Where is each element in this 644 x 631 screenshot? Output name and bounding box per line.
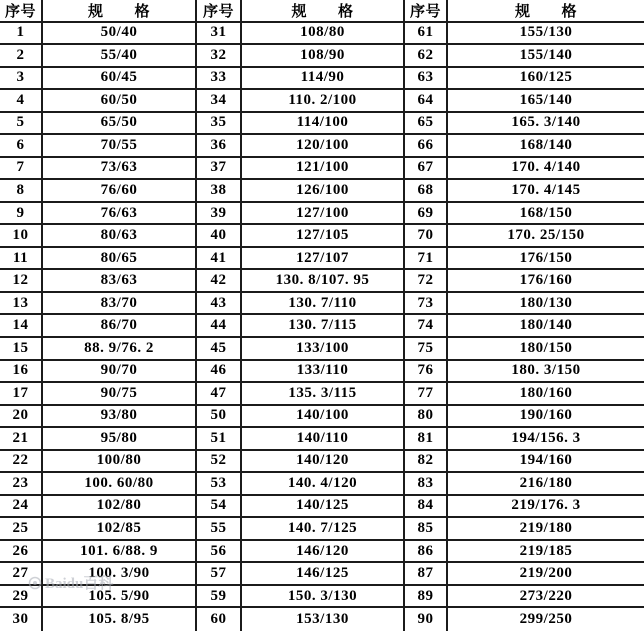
spec-cell: 194/156. 3 [448, 428, 644, 451]
serial-cell: 39 [197, 203, 242, 226]
serial-cell: 44 [197, 315, 242, 338]
spec-cell: 170. 25/150 [448, 225, 644, 248]
serial-cell: 2 [0, 45, 43, 68]
serial-cell: 21 [0, 428, 43, 451]
serial-cell: 60 [197, 608, 242, 631]
spec-cell: 76/60 [43, 180, 197, 203]
spec-cell: 60/50 [43, 90, 197, 113]
spec-cell: 140/100 [242, 406, 405, 429]
spec-cell: 130. 7/115 [242, 315, 405, 338]
serial-cell: 52 [197, 451, 242, 474]
spec-cell: 299/250 [519, 611, 573, 628]
spec-cell: 114/90 [242, 68, 405, 91]
serial-cell: 42 [197, 270, 242, 293]
spec-cell: 90/75 [43, 383, 197, 406]
spec-cell: 135. 3/115 [242, 383, 405, 406]
spec-cell: 219/200 [448, 563, 644, 586]
spec-cell: 180/130 [448, 293, 644, 316]
header-cell-serial-2: 序号 [197, 0, 242, 23]
spec-cell: 100/80 [43, 451, 197, 474]
serial-cell: 73 [405, 293, 448, 316]
serial-cell: 47 [197, 383, 242, 406]
serial-cell: 67 [405, 158, 448, 181]
spec-cell: 55/40 [43, 45, 197, 68]
serial-cell: 25 [0, 518, 43, 541]
serial-cell: 1 [0, 23, 43, 46]
serial-cell: 72 [405, 270, 448, 293]
spec-cell: 146/120 [242, 541, 405, 564]
spec-cell: 83/70 [43, 293, 197, 316]
spec-cell: 180. 3/150 [448, 361, 644, 384]
spec-cell: 133/100 [242, 338, 405, 361]
spec-cell: 150. 3/130 [242, 586, 405, 609]
spec-cell: 180/150 [448, 338, 644, 361]
spec-cell: 176/150 [448, 248, 644, 271]
spec-cell: 160/125 [448, 68, 644, 91]
serial-cell: 34 [197, 90, 242, 113]
serial-cell: 14 [0, 315, 43, 338]
serial-cell: 29 [0, 586, 43, 609]
spec-cell: 120/100 [242, 135, 405, 158]
spec-cell: 180/160 [448, 383, 644, 406]
serial-cell: 17 [0, 383, 43, 406]
serial-cell: 8 [0, 180, 43, 203]
baidu-watermark-label: Baidu百科 [45, 576, 114, 592]
serial-cell: 45 [197, 338, 242, 361]
spec-cell: 165. 3/140 [448, 113, 644, 136]
serial-cell: 26 [0, 541, 43, 564]
serial-cell: 62 [405, 45, 448, 68]
spec-cell: 65/50 [43, 113, 197, 136]
spec-cell: 102/80 [43, 496, 197, 519]
serial-cell: 64 [405, 90, 448, 113]
spec-cell: 108/80 [242, 23, 405, 46]
spec-cell: 126/100 [242, 180, 405, 203]
serial-cell: 89 [405, 586, 448, 609]
serial-cell: 85 [405, 518, 448, 541]
serial-cell: 22 [0, 451, 43, 474]
spec-cell: 153/130 [242, 608, 405, 631]
spec-cell: 170. 4/145 [448, 180, 644, 203]
serial-cell: 87 [405, 563, 448, 586]
serial-cell: 51 [197, 428, 242, 451]
spec-cell: 102/85 [43, 518, 197, 541]
serial-cell: 20 [0, 406, 43, 429]
spec-cell: 60/45 [43, 68, 197, 91]
spec-cell: 219/180 [448, 518, 644, 541]
serial-cell: 38 [197, 180, 242, 203]
spec-cell: 140/125 [242, 496, 405, 519]
serial-cell: 81 [405, 428, 448, 451]
serial-cell: 12 [0, 270, 43, 293]
spec-cell: 101. 6/88. 9 [43, 541, 197, 564]
serial-cell: 10 [0, 225, 43, 248]
spec-cell: 146/125 [242, 563, 405, 586]
serial-cell: 27 [0, 563, 43, 586]
spec-cell: 176/160 [448, 270, 644, 293]
serial-cell: 7 [0, 158, 43, 181]
spec-cell: 180/140 [448, 315, 644, 338]
spec-cell: 80/65 [43, 248, 197, 271]
spec-cell: 219/185 [448, 541, 644, 564]
spec-cell: 155/140 [448, 45, 644, 68]
spec-cell: 105. 5/90 [43, 586, 197, 609]
spec-cell: 121/100 [242, 158, 405, 181]
spec-cell: 88. 9/76. 2 [43, 338, 197, 361]
serial-cell: 36 [197, 135, 242, 158]
serial-cell: 23 [0, 473, 43, 496]
spec-cell: 140/120 [242, 451, 405, 474]
spec-cell: 127/107 [242, 248, 405, 271]
serial-cell: 41 [197, 248, 242, 271]
serial-cell: 15 [0, 338, 43, 361]
serial-cell: 75 [405, 338, 448, 361]
spec-cell: 219/176. 3 [448, 496, 644, 519]
serial-cell: 33 [197, 68, 242, 91]
spec-cell: 140. 7/125 [242, 518, 405, 541]
spec-cell: 216/180 [448, 473, 644, 496]
header-cell-spec-3: 规 格 [448, 0, 644, 23]
serial-cell: 32 [197, 45, 242, 68]
spec-cell: 70/55 [43, 135, 197, 158]
spec-cell: 105. 8/95 [43, 608, 197, 631]
spec-cell: 90/70 [43, 361, 197, 384]
spec-cell: 127/100 [242, 203, 405, 226]
spec-cell: 168/150 [448, 203, 644, 226]
spec-cell: 140. 4/120 [242, 473, 405, 496]
spec-cell: 130. 8/107. 95 [242, 270, 405, 293]
spec-cell: 168/140 [448, 135, 644, 158]
serial-cell: 54 [197, 496, 242, 519]
header-cell-spec-2: 规 格 [242, 0, 405, 23]
header-cell-spec-1: 规 格 [43, 0, 197, 23]
spec-cell: 100. 3/90 [43, 563, 197, 586]
serial-cell: 76 [405, 361, 448, 384]
spec-cell: 93/80 [43, 406, 197, 429]
serial-cell: 70 [405, 225, 448, 248]
spec-cell: 110. 2/100 [242, 90, 405, 113]
serial-cell: 80 [405, 406, 448, 429]
serial-cell: 66 [405, 135, 448, 158]
serial-cell: 57 [197, 563, 242, 586]
spec-cell: 190/160 [448, 406, 644, 429]
spec-cell: 127/105 [242, 225, 405, 248]
spec-cell: 165/140 [448, 90, 644, 113]
serial-cell: 43 [197, 293, 242, 316]
serial-cell: 40 [197, 225, 242, 248]
spec-cell: 133/110 [242, 361, 405, 384]
serial-cell: 71 [405, 248, 448, 271]
spec-cell: 73/63 [43, 158, 197, 181]
serial-cell: 59 [197, 586, 242, 609]
spec-cell: 100. 60/80 [43, 473, 197, 496]
spec-cell: 273/220 [448, 586, 644, 609]
serial-cell: 4 [0, 90, 43, 113]
serial-cell: 77 [405, 383, 448, 406]
serial-cell: 50 [197, 406, 242, 429]
serial-cell: 24 [0, 496, 43, 519]
header-cell-serial-3: 序号 [405, 0, 448, 23]
spec-cell: 108/90 [242, 45, 405, 68]
spec-cell: 95/80 [43, 428, 197, 451]
serial-cell: 86 [405, 541, 448, 564]
serial-cell: 13 [0, 293, 43, 316]
spec-cell: 80/63 [43, 225, 197, 248]
serial-cell: 11 [0, 248, 43, 271]
spec-cell: 170. 4/140 [448, 158, 644, 181]
serial-cell: 63 [405, 68, 448, 91]
serial-cell: 61 [405, 23, 448, 46]
serial-cell: 35 [197, 113, 242, 136]
spec-cell: 76/63 [43, 203, 197, 226]
serial-cell: 90 [405, 608, 448, 631]
serial-cell: 68 [405, 180, 448, 203]
spec-cell: 140/110 [242, 428, 405, 451]
spec-cell: 194/160 [448, 451, 644, 474]
serial-cell: 31 [197, 23, 242, 46]
serial-cell: 56 [197, 541, 242, 564]
spec-cell: 130. 7/110 [242, 293, 405, 316]
serial-cell: 3 [0, 68, 43, 91]
serial-cell: 16 [0, 361, 43, 384]
spec-cell: 155/130 [448, 23, 644, 46]
serial-cell: 5 [0, 113, 43, 136]
serial-cell: 37 [197, 158, 242, 181]
serial-cell: 9 [0, 203, 43, 226]
serial-cell: 84 [405, 496, 448, 519]
serial-cell: 83 [405, 473, 448, 496]
spec-cell: 50/40 [43, 23, 197, 46]
serial-cell: 30 [0, 608, 43, 631]
spec-cell: 83/63 [43, 270, 197, 293]
serial-cell: 55 [197, 518, 242, 541]
serial-cell: 46 [197, 361, 242, 384]
serial-cell: 82 [405, 451, 448, 474]
serial-cell: 53 [197, 473, 242, 496]
serial-cell: 6 [0, 135, 43, 158]
serial-cell: 65 [405, 113, 448, 136]
spec-cell: 114/100 [242, 113, 405, 136]
spec-cell: 86/70 [43, 315, 197, 338]
header-cell-serial-1: 序号 [0, 0, 43, 23]
serial-cell: 69 [405, 203, 448, 226]
serial-cell: 74 [405, 315, 448, 338]
